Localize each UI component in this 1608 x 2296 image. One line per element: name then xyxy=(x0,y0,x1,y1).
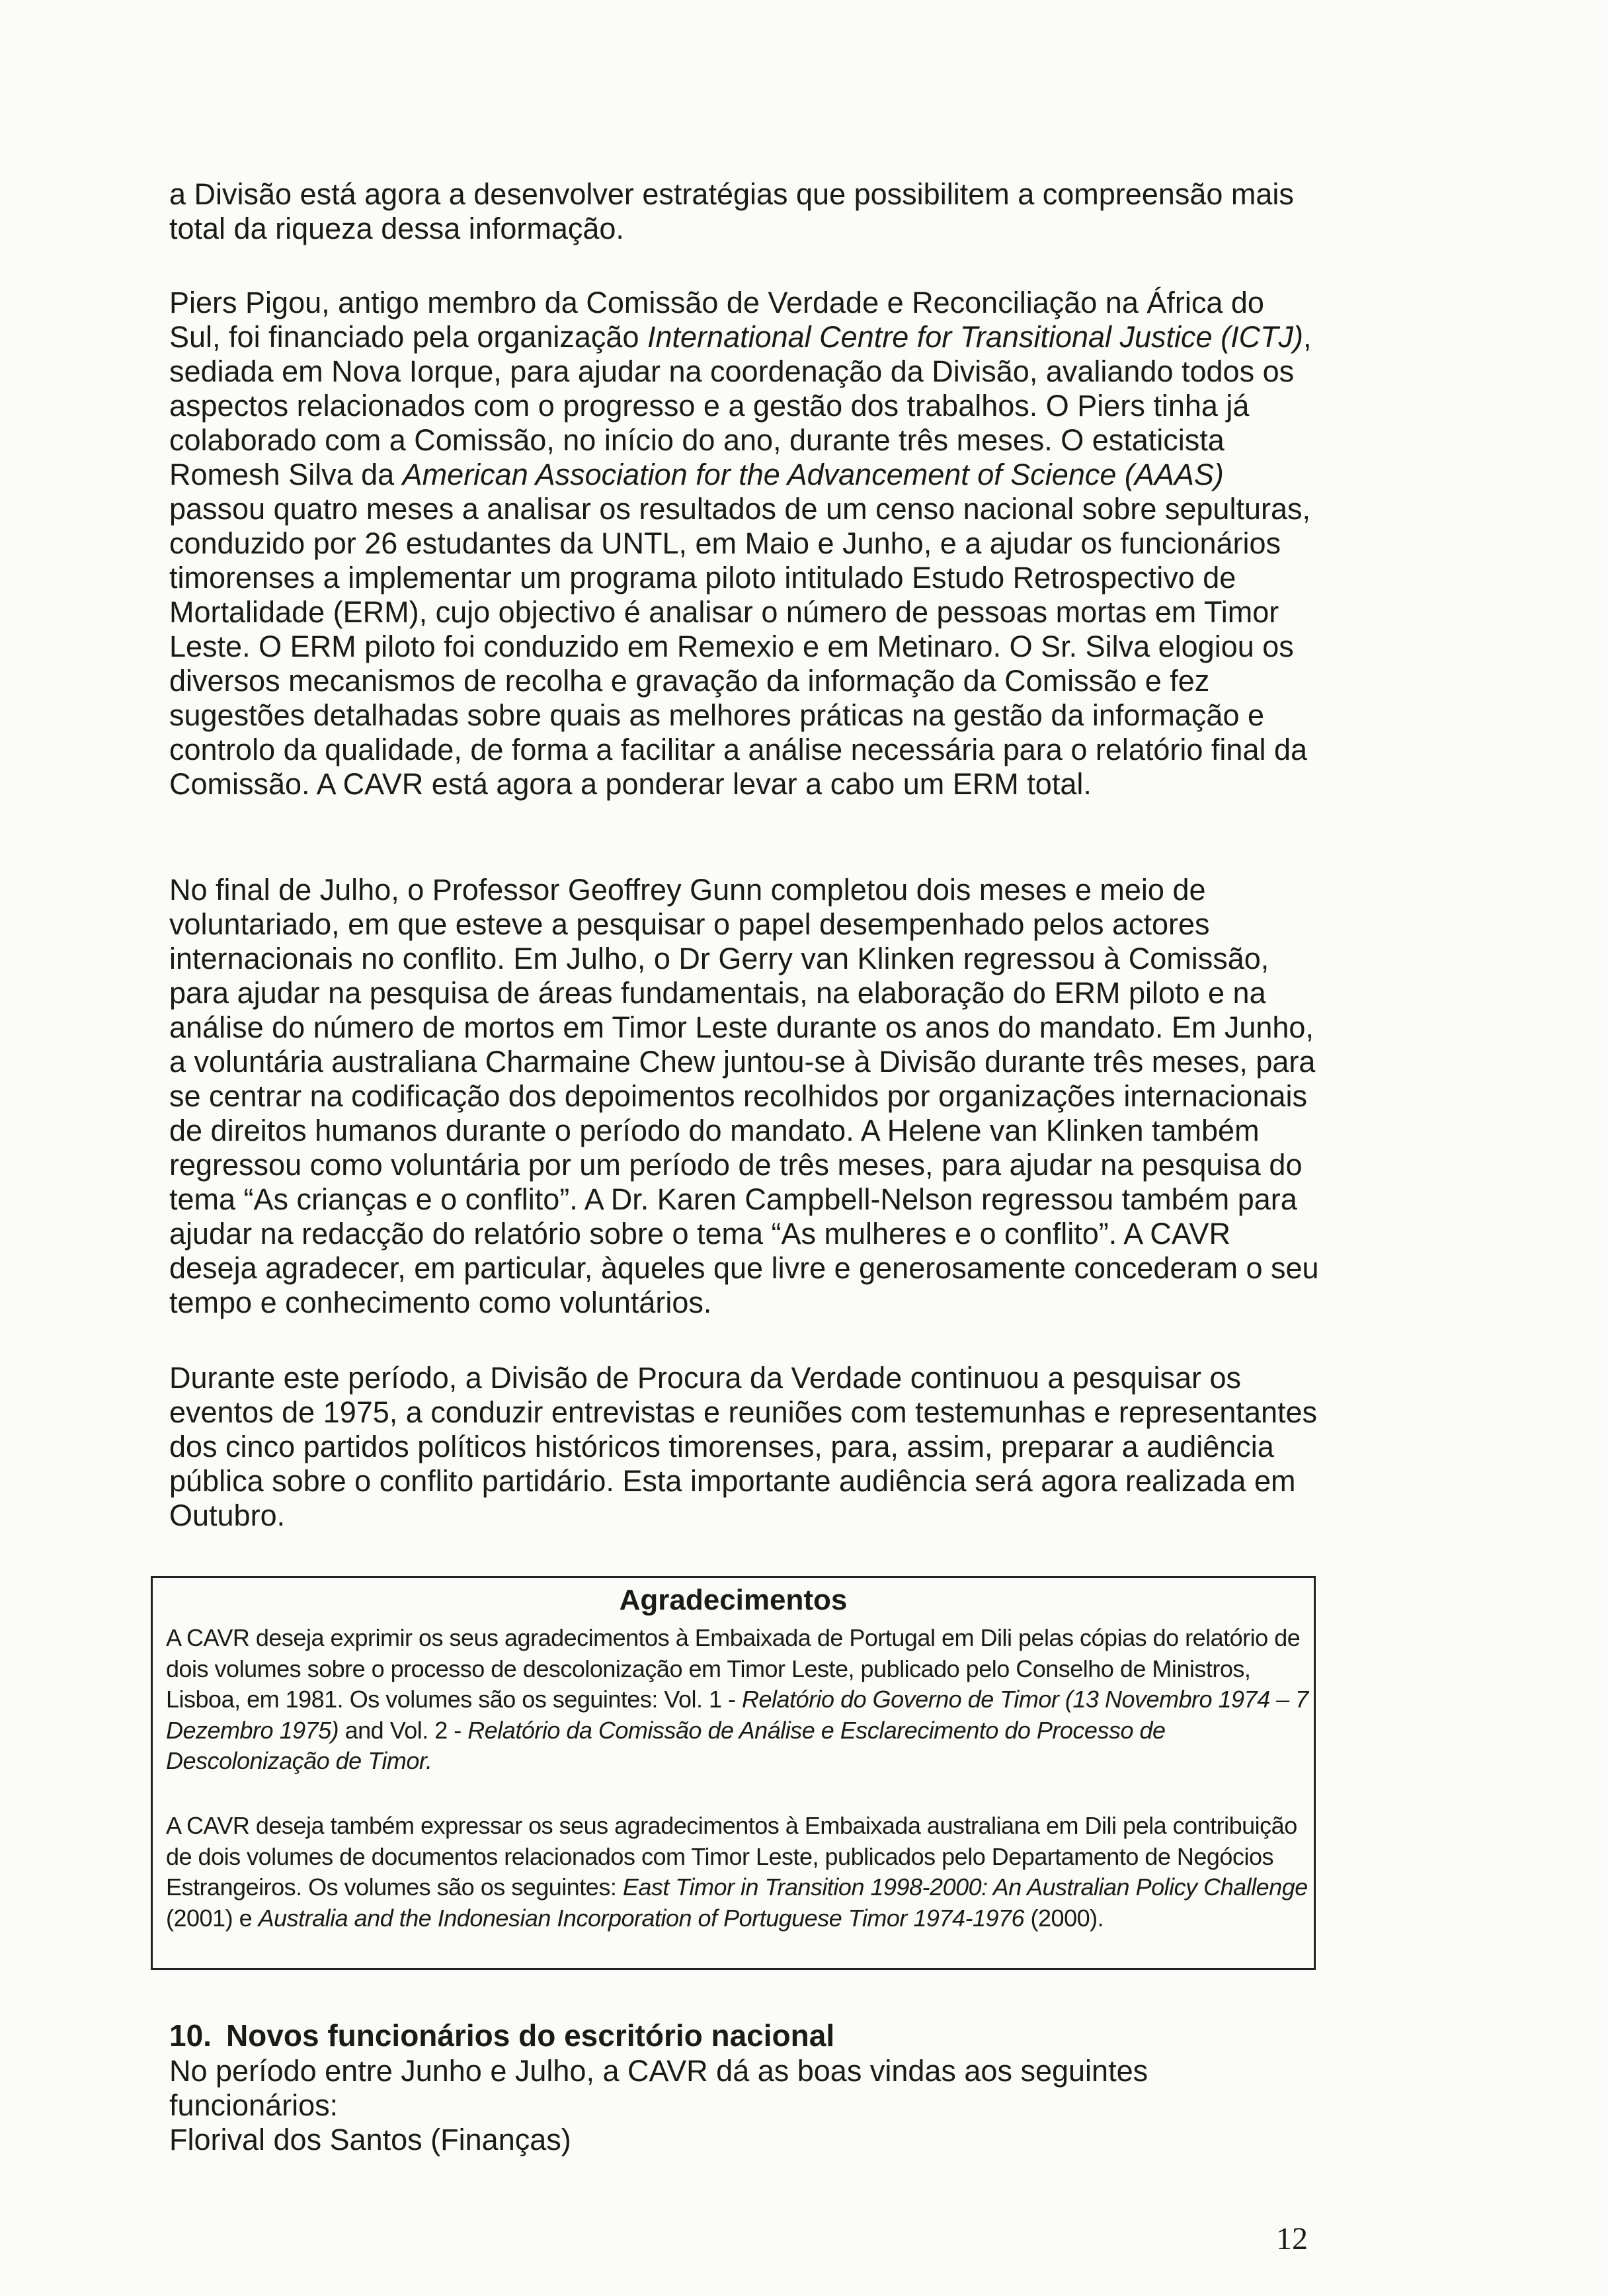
text-run: A CAVR deseja também expressar os seus agradecimentos à Embaixada australiana em Dili pela contribuição de dois volumes de documentos relacionados com Timor Leste, publicados pelo Departamento de Negócios Estrangeiros. Os volumes são os seguintes: xyxy=(166,1812,1297,1901)
section-body xyxy=(169,2054,1320,2157)
volume-title: Relatório da Comissão de Análise e Esclarecimento do Processo de Descolonização de Timor. xyxy=(166,1716,1166,1774)
organization-name-ictj: International Centre for Transitional Justice (ICTJ) xyxy=(647,320,1304,354)
text-run: and Vol. 2 - xyxy=(339,1716,468,1744)
paragraph-truth-seeking-text: Durante este período, a Divisão de Procura da Verdade continuou a pesquisar os eventos de 1975, a conduzir entrevistas e reuniões com testemunhas e representantes dos cinco partidos políticos históricos timorenses, para, assim, preparar a audiência pública sobre o conflito partidário. Esta importante audiência será agora realizada em Outubro. xyxy=(169,1361,1318,1532)
organization-name-aaas: American Association for the Advancement of Science (AAAS) xyxy=(402,458,1224,491)
section-title: Novos funcionários do escritório nacional xyxy=(225,2018,835,2053)
acknowledgements-title: Agradecimentos xyxy=(619,1584,848,1616)
section-heading xyxy=(169,2017,834,2054)
paragraph-piers-pigou xyxy=(169,286,1320,801)
section-intro-text: No período entre Junho e Julho, a CAVR dá as boas vindas aos seguintes funcionários: xyxy=(169,2054,1148,2122)
volume-title: Relatório do Governo de Timor (13 Novembro 1974 – 7 Dezembro 1975) xyxy=(166,1686,1308,1744)
paragraph-volunteers xyxy=(169,873,1320,1320)
acknowledgements-portugal xyxy=(166,1623,1310,1777)
text-run: A CAVR deseja exprimir os seus agradecimentos à Embaixada de Portugal em Dili pelas cópias do relatório de dois volumes sobre o processo de descolonização em Timor Leste, publicado pelo Conselho de Ministros, Lisboa, em 1981. Os volumes são os seguintes: Vol. 1 - xyxy=(166,1624,1301,1713)
text-run: (2001) e xyxy=(166,1904,259,1932)
section-number: 10. xyxy=(169,2018,212,2053)
text-run: , sediada em Nova Iorque, para ajudar na coordenação da Divisão, avaliando todos os aspectos relacionados com o progresso e a gestão dos trabalhos. O Piers tinha já colaborado com a Comissão, no início do ano, durante três meses. O estaticista Romesh Silva da xyxy=(169,320,1312,491)
paragraph-truth-seeking xyxy=(169,1361,1320,1533)
page-number: 12 xyxy=(1276,2221,1308,2256)
volume-title: Australia and the Indonesian Incorporation of Portuguese Timor 1974-1976 xyxy=(258,1904,1025,1932)
paragraph-volunteers-text: No final de Julho, o Professor Geoffrey Gunn completou dois meses e meio de voluntariado, em que esteve a pesquisar o papel desempenhado pelos actores internacionais no conflito. Em Julho, o Dr Gerry van Klinken regressou à Comissão, para ajudar na pesquisa de áreas fundamentais, na elaboração do ERM piloto e na análise do número de mortos em Timor Leste durante os anos do mandato. Em Junho, a voluntária australiana Charmaine Chew juntou-se à Divisão durante três meses, para se centrar na codificação dos depoimentos recolhidos por organizações internacionais de direitos humanos durante o período do mandato. A Helene van Klinken também regressou como voluntária por um período de três meses, para ajudar na pesquisa do tema “As crianças e o conflito”. A Dr. Karen Campbell-Nelson regressou também para ajudar na redacção do relatório sobre o tema “As mulheres e o conflito”. A CAVR deseja agradecer, em particular, àqueles que livre e generosamente concederam o seu tempo e conhecimento como voluntários. xyxy=(169,873,1319,1319)
text-run: passou quatro meses a analisar os resultados de um censo nacional sobre sepulturas, conduzido por 26 estudantes da UNTL, em Maio e Junho, e a ajudar os funcionários timorenses a implementar um programa piloto intitulado Estudo Retrospectivo de Mortalidade (ERM), cujo objectivo é analisar o número de pessoas mortas em Timor Leste. O ERM piloto foi conduzido em Remexio e em Metinaro. O Sr. Silva elogiou os diversos mecanismos de recolha e gravação da informação da Comissão e fez sugestões detalhadas sobre quais as melhores práticas na gestão da informação e controlo da qualidade, de forma a facilitar a análise necessária para o relatório final da Comissão. A CAVR está agora a ponderar levar a cabo um ERM total. xyxy=(169,492,1310,801)
volume-title: East Timor in Transition 1998-2000: An Australian Policy Challenge xyxy=(622,1873,1308,1901)
paragraph-intro-text: a Divisão está agora a desenvolver estratégias que possibilitem a compreensão mais total da riqueza dessa informação. xyxy=(169,177,1294,245)
staff-member-item: Florival dos Santos (Finanças) xyxy=(169,2123,571,2156)
text-run: Piers Pigou, antigo membro da Comissão de Verdade e Reconciliação na África do Sul, foi financiado pela organização xyxy=(169,286,1264,354)
paragraph-intro xyxy=(169,177,1320,246)
acknowledgements-box xyxy=(151,1576,1316,1970)
text-run: (2000). xyxy=(1024,1904,1104,1932)
acknowledgements-australia xyxy=(166,1811,1310,1934)
